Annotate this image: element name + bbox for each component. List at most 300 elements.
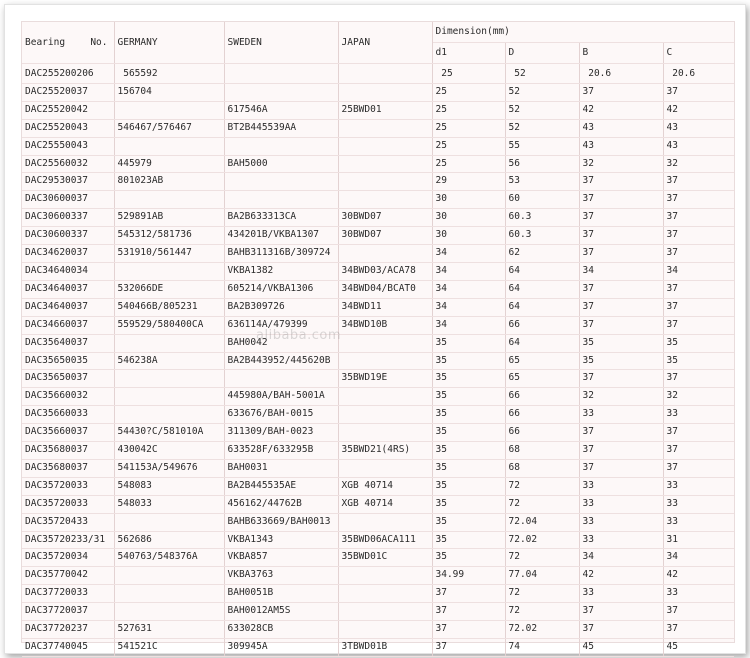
cell-B: 43 xyxy=(579,119,663,137)
table-row xyxy=(22,531,734,549)
cell-germany xyxy=(114,101,224,119)
cell-B: 32 xyxy=(579,388,663,406)
cell-d1: 35 xyxy=(432,370,505,388)
cell-sweden: BAHB633669/BAH0013 xyxy=(224,513,338,531)
cell-d1: 25 xyxy=(432,83,505,101)
cell-D: 72 xyxy=(505,477,579,495)
header-dimension: Dimension(mm) xyxy=(432,22,734,43)
cell-d1: 35 xyxy=(432,513,505,531)
cell-sweden: 434201B/VKBA1307 xyxy=(224,227,338,245)
cell-B: 35 xyxy=(579,352,663,370)
bearing-table xyxy=(22,22,734,657)
cell-C: 37 xyxy=(663,83,734,101)
cell-japan: 3TBWD01B xyxy=(338,639,432,657)
cell-sweden xyxy=(224,64,338,84)
cell-d1: 35 xyxy=(432,531,505,549)
cell-sweden: BA2B443952/445620B xyxy=(224,352,338,370)
header-D: D xyxy=(505,43,579,64)
cell-germany: 548083 xyxy=(114,477,224,495)
table-row xyxy=(22,209,734,227)
cell-d1: 37 xyxy=(432,585,505,603)
header-japan: JAPAN xyxy=(338,22,432,64)
cell-germany: 565592 xyxy=(114,64,224,84)
cell-germany: 540763/548376A xyxy=(114,549,224,567)
cell-D: 64 xyxy=(505,298,579,316)
cell-D: 72 xyxy=(505,495,579,513)
table-row xyxy=(22,513,734,531)
table-row xyxy=(22,495,734,513)
cell-sweden: BAHB311316B/309724 xyxy=(224,245,338,263)
cell-D: 56 xyxy=(505,155,579,173)
cell-sweden: 633676/BAH-0015 xyxy=(224,406,338,424)
cell-germany xyxy=(114,388,224,406)
table-row xyxy=(22,227,734,245)
table-row xyxy=(22,639,734,657)
table-row xyxy=(22,459,734,477)
cell-sweden: 636114A/479399 xyxy=(224,316,338,334)
cell-sweden xyxy=(224,137,338,155)
cell-japan: 34BWD04/BCAT0 xyxy=(338,280,432,298)
table-row xyxy=(22,424,734,442)
cell-C: 37 xyxy=(663,603,734,621)
cell-japan: 35BWD06ACA111 xyxy=(338,531,432,549)
cell-B: 33 xyxy=(579,513,663,531)
cell-B: 37 xyxy=(579,459,663,477)
cell-bearing-no: DAC25520043 xyxy=(22,119,114,137)
cell-C: 20.6 xyxy=(663,64,734,84)
cell-D: 68 xyxy=(505,442,579,460)
cell-sweden xyxy=(224,173,338,191)
cell-D: 72 xyxy=(505,549,579,567)
cell-d1: 29 xyxy=(432,173,505,191)
cell-C: 43 xyxy=(663,137,734,155)
cell-germany xyxy=(114,567,224,585)
cell-D: 52 xyxy=(505,101,579,119)
cell-bearing-no: DAC35680037 xyxy=(22,459,114,477)
cell-bearing-no: DAC35680037 xyxy=(22,442,114,460)
cell-japan: 34BWD11 xyxy=(338,298,432,316)
cell-D: 64 xyxy=(505,262,579,280)
cell-sweden: BA2B445535AE xyxy=(224,477,338,495)
cell-bearing-no: DAC37720037 xyxy=(22,603,114,621)
cell-japan xyxy=(338,513,432,531)
table-row xyxy=(22,621,734,639)
table-row xyxy=(22,477,734,495)
cell-sweden: BA2B309726 xyxy=(224,298,338,316)
table-row xyxy=(22,370,734,388)
cell-japan xyxy=(338,621,432,639)
cell-B: 33 xyxy=(579,406,663,424)
cell-germany: 529891AB xyxy=(114,209,224,227)
cell-C: 37 xyxy=(663,424,734,442)
cell-C: 37 xyxy=(663,245,734,263)
table-row xyxy=(22,298,734,316)
cell-C: 35 xyxy=(663,334,734,352)
cell-germany: 559529/580400CA xyxy=(114,316,224,334)
cell-germany: 545312/581736 xyxy=(114,227,224,245)
header-germany: GERMANY xyxy=(114,22,224,64)
header-bearing: Bearing xyxy=(25,36,66,48)
cell-C: 42 xyxy=(663,567,734,585)
cell-bearing-no: DAC30600037 xyxy=(22,191,114,209)
cell-bearing-no: DAC25560032 xyxy=(22,155,114,173)
cell-D: 74 xyxy=(505,639,579,657)
cell-japan xyxy=(338,173,432,191)
cell-sweden: VKBA1382 xyxy=(224,262,338,280)
cell-D: 72.02 xyxy=(505,531,579,549)
cell-germany: 801023AB xyxy=(114,173,224,191)
cell-D: 52 xyxy=(505,119,579,137)
cell-germany: 546238A xyxy=(114,352,224,370)
cell-B: 37 xyxy=(579,442,663,460)
cell-C: 43 xyxy=(663,119,734,137)
header-C: C xyxy=(663,43,734,64)
cell-germany: 532066DE xyxy=(114,280,224,298)
cell-C: 45 xyxy=(663,639,734,657)
cell-bearing-no: DAC25550043 xyxy=(22,137,114,155)
table-row xyxy=(22,603,734,621)
cell-C: 37 xyxy=(663,442,734,460)
cell-sweden xyxy=(224,191,338,209)
cell-bearing-no: DAC35720433 xyxy=(22,513,114,531)
cell-germany: 540466B/805231 xyxy=(114,298,224,316)
cell-C: 33 xyxy=(663,477,734,495)
table-row xyxy=(22,406,734,424)
cell-japan xyxy=(338,334,432,352)
cell-germany: 548033 xyxy=(114,495,224,513)
cell-germany: 430042C xyxy=(114,442,224,460)
cell-D: 65 xyxy=(505,370,579,388)
table-row xyxy=(22,352,734,370)
cell-B: 37 xyxy=(579,603,663,621)
cell-D: 62 xyxy=(505,245,579,263)
cell-bearing-no: DAC29530037 xyxy=(22,173,114,191)
table-row xyxy=(22,262,734,280)
cell-D: 53 xyxy=(505,173,579,191)
cell-japan: 25BWD01 xyxy=(338,101,432,119)
cell-B: 33 xyxy=(579,585,663,603)
cell-B: 43 xyxy=(579,137,663,155)
cell-bearing-no: DAC34640037 xyxy=(22,280,114,298)
table-row xyxy=(22,191,734,209)
cell-bearing-no: DAC34640034 xyxy=(22,262,114,280)
cell-B: 37 xyxy=(579,298,663,316)
cell-sweden: BAH0012AM5S xyxy=(224,603,338,621)
cell-bearing-no: DAC35770042 xyxy=(22,567,114,585)
cell-japan: 30BWD07 xyxy=(338,209,432,227)
cell-japan: 34BWD10B xyxy=(338,316,432,334)
cell-d1: 25 xyxy=(432,137,505,155)
cell-sweden: 445980A/BAH-5001A xyxy=(224,388,338,406)
cell-bearing-no: DAC35640037 xyxy=(22,334,114,352)
cell-bearing-no: DAC35650035 xyxy=(22,352,114,370)
cell-D: 66 xyxy=(505,406,579,424)
cell-japan: 35BWD19E xyxy=(338,370,432,388)
cell-bearing-no: DAC35660037 xyxy=(22,424,114,442)
cell-sweden: VKBA3763 xyxy=(224,567,338,585)
cell-germany xyxy=(114,406,224,424)
cell-d1: 35 xyxy=(432,388,505,406)
cell-d1: 35 xyxy=(432,477,505,495)
cell-bearing-no: DAC37720237 xyxy=(22,621,114,639)
cell-B: 37 xyxy=(579,280,663,298)
header-row xyxy=(22,22,734,43)
cell-d1: 35 xyxy=(432,424,505,442)
cell-d1: 35 xyxy=(432,495,505,513)
cell-germany: 541521C xyxy=(114,639,224,657)
cell-D: 64 xyxy=(505,280,579,298)
cell-germany xyxy=(114,513,224,531)
cell-japan xyxy=(338,137,432,155)
cell-D: 60 xyxy=(505,191,579,209)
table-row xyxy=(22,388,734,406)
cell-sweden: 605214/VKBA1306 xyxy=(224,280,338,298)
table-row xyxy=(22,64,734,84)
table-row xyxy=(22,567,734,585)
cell-d1: 25 xyxy=(432,101,505,119)
cell-d1: 35 xyxy=(432,459,505,477)
cell-B: 37 xyxy=(579,191,663,209)
cell-B: 37 xyxy=(579,316,663,334)
table-body xyxy=(22,64,734,657)
header-sweden: SWEDEN xyxy=(224,22,338,64)
cell-B: 33 xyxy=(579,531,663,549)
cell-bearing-no: DAC30600337 xyxy=(22,209,114,227)
cell-bearing-no: DAC255200206 xyxy=(22,64,114,84)
cell-C: 33 xyxy=(663,513,734,531)
cell-B: 34 xyxy=(579,262,663,280)
table-row xyxy=(22,137,734,155)
cell-germany xyxy=(114,370,224,388)
cell-bearing-no: DAC35650037 xyxy=(22,370,114,388)
cell-D: 52 xyxy=(505,83,579,101)
cell-C: 34 xyxy=(663,262,734,280)
cell-japan xyxy=(338,191,432,209)
cell-B: 35 xyxy=(579,334,663,352)
cell-bearing-no: DAC35660032 xyxy=(22,388,114,406)
cell-D: 64 xyxy=(505,334,579,352)
cell-germany: 546467/576467 xyxy=(114,119,224,137)
cell-sweden: 617546A xyxy=(224,101,338,119)
cell-C: 32 xyxy=(663,155,734,173)
cell-japan: XGB 40714 xyxy=(338,495,432,513)
cell-C: 37 xyxy=(663,370,734,388)
cell-C: 37 xyxy=(663,621,734,639)
table-row xyxy=(22,119,734,137)
cell-japan xyxy=(338,459,432,477)
cell-sweden: 633528F/633295B xyxy=(224,442,338,460)
cell-germany xyxy=(114,334,224,352)
cell-B: 32 xyxy=(579,155,663,173)
table-row xyxy=(22,245,734,263)
cell-D: 66 xyxy=(505,388,579,406)
cell-B: 37 xyxy=(579,424,663,442)
cell-D: 55 xyxy=(505,137,579,155)
cell-japan xyxy=(338,245,432,263)
cell-d1: 30 xyxy=(432,227,505,245)
cell-B: 42 xyxy=(579,101,663,119)
header-no: No. xyxy=(90,36,108,48)
cell-japan xyxy=(338,155,432,173)
cell-d1: 25 xyxy=(432,119,505,137)
cell-germany xyxy=(114,585,224,603)
cell-B: 20.6 xyxy=(579,64,663,84)
document-page xyxy=(21,21,735,652)
cell-germany: 445979 xyxy=(114,155,224,173)
cell-bearing-no: DAC35720233/31 xyxy=(22,531,114,549)
cell-D: 60.3 xyxy=(505,227,579,245)
cell-japan xyxy=(338,388,432,406)
cell-germany: 562686 xyxy=(114,531,224,549)
cell-d1: 34.99 xyxy=(432,567,505,585)
cell-bearing-no: DAC30600337 xyxy=(22,227,114,245)
cell-germany: 541153A/549676 xyxy=(114,459,224,477)
cell-japan: 34BWD03/ACA78 xyxy=(338,262,432,280)
cell-d1: 25 xyxy=(432,155,505,173)
cell-germany: 156704 xyxy=(114,83,224,101)
cell-D: 72.02 xyxy=(505,621,579,639)
cell-D: 52 xyxy=(505,64,579,84)
cell-germany xyxy=(114,603,224,621)
cell-D: 66 xyxy=(505,424,579,442)
header-bearing-no xyxy=(22,22,114,64)
cell-japan xyxy=(338,64,432,84)
cell-bearing-no: DAC37720033 xyxy=(22,585,114,603)
cell-D: 77.04 xyxy=(505,567,579,585)
cell-germany xyxy=(114,137,224,155)
cell-d1: 34 xyxy=(432,262,505,280)
cell-D: 66 xyxy=(505,316,579,334)
cell-bearing-no: DAC34660037 xyxy=(22,316,114,334)
cell-C: 37 xyxy=(663,316,734,334)
cell-D: 60.3 xyxy=(505,209,579,227)
cell-japan: 35BWD21(4RS) xyxy=(338,442,432,460)
cell-B: 33 xyxy=(579,477,663,495)
cell-japan xyxy=(338,567,432,585)
cell-C: 32 xyxy=(663,388,734,406)
table-row xyxy=(22,316,734,334)
cell-sweden: 309945A xyxy=(224,639,338,657)
cell-germany: 527631 xyxy=(114,621,224,639)
cell-bearing-no: DAC25520042 xyxy=(22,101,114,119)
header-B: B xyxy=(579,43,663,64)
table-row xyxy=(22,585,734,603)
cell-japan: XGB 40714 xyxy=(338,477,432,495)
cell-d1: 25 xyxy=(432,64,505,84)
cell-d1: 34 xyxy=(432,298,505,316)
cell-japan xyxy=(338,119,432,137)
cell-germany: 54430?C/581010A xyxy=(114,424,224,442)
cell-C: 33 xyxy=(663,495,734,513)
cell-bearing-no: DAC37740045 xyxy=(22,639,114,657)
cell-D: 72.04 xyxy=(505,513,579,531)
cell-sweden: BAH5000 xyxy=(224,155,338,173)
header-d1: d1 xyxy=(432,43,505,64)
table-row xyxy=(22,442,734,460)
cell-sweden: BA2B633313CA xyxy=(224,209,338,227)
cell-C: 37 xyxy=(663,173,734,191)
cell-B: 33 xyxy=(579,495,663,513)
cell-japan xyxy=(338,352,432,370)
cell-D: 72 xyxy=(505,603,579,621)
cell-bearing-no: DAC35660033 xyxy=(22,406,114,424)
cell-japan xyxy=(338,406,432,424)
cell-d1: 30 xyxy=(432,209,505,227)
cell-B: 37 xyxy=(579,83,663,101)
cell-C: 37 xyxy=(663,191,734,209)
cell-japan xyxy=(338,83,432,101)
cell-bearing-no: DAC35720033 xyxy=(22,495,114,513)
cell-sweden xyxy=(224,370,338,388)
cell-germany xyxy=(114,191,224,209)
cell-d1: 35 xyxy=(432,442,505,460)
cell-sweden: 311309/BAH-0023 xyxy=(224,424,338,442)
table-row xyxy=(22,549,734,567)
cell-C: 35 xyxy=(663,352,734,370)
cell-C: 34 xyxy=(663,549,734,567)
cell-japan xyxy=(338,603,432,621)
cell-C: 31 xyxy=(663,531,734,549)
table-row xyxy=(22,155,734,173)
table-row xyxy=(22,83,734,101)
cell-d1: 35 xyxy=(432,406,505,424)
cell-sweden: BAH0051B xyxy=(224,585,338,603)
cell-C: 37 xyxy=(663,298,734,316)
cell-japan: 30BWD07 xyxy=(338,227,432,245)
table-row xyxy=(22,101,734,119)
cell-germany xyxy=(114,262,224,280)
cell-d1: 35 xyxy=(432,549,505,567)
cell-d1: 37 xyxy=(432,621,505,639)
cell-B: 45 xyxy=(579,639,663,657)
cell-japan: 35BWD01C xyxy=(338,549,432,567)
cell-japan xyxy=(338,424,432,442)
cell-D: 68 xyxy=(505,459,579,477)
cell-sweden: VKBA857 xyxy=(224,549,338,567)
cell-d1: 30 xyxy=(432,191,505,209)
cell-sweden: BT2B445539AA xyxy=(224,119,338,137)
watermark: alibaba.com xyxy=(256,328,342,343)
table-row xyxy=(22,280,734,298)
cell-d1: 35 xyxy=(432,352,505,370)
table-row xyxy=(22,173,734,191)
cell-d1: 34 xyxy=(432,280,505,298)
cell-japan xyxy=(338,585,432,603)
cell-C: 37 xyxy=(663,209,734,227)
cell-B: 37 xyxy=(579,209,663,227)
cell-sweden: 633028CB xyxy=(224,621,338,639)
cell-B: 37 xyxy=(579,173,663,191)
cell-C: 33 xyxy=(663,585,734,603)
cell-bearing-no: DAC34640037 xyxy=(22,298,114,316)
cell-C: 37 xyxy=(663,227,734,245)
cell-d1: 35 xyxy=(432,334,505,352)
cell-B: 37 xyxy=(579,370,663,388)
cell-bearing-no: DAC25520037 xyxy=(22,83,114,101)
cell-germany: 531910/561447 xyxy=(114,245,224,263)
cell-sweden xyxy=(224,83,338,101)
cell-d1: 34 xyxy=(432,245,505,263)
cell-D: 72 xyxy=(505,585,579,603)
cell-d1: 37 xyxy=(432,603,505,621)
cell-sweden: VKBA1343 xyxy=(224,531,338,549)
cell-B: 37 xyxy=(579,245,663,263)
cell-bearing-no: DAC35720033 xyxy=(22,477,114,495)
cell-sweden: BAH0031 xyxy=(224,459,338,477)
cell-B: 37 xyxy=(579,227,663,245)
cell-bearing-no: DAC34620037 xyxy=(22,245,114,263)
cell-B: 37 xyxy=(579,621,663,639)
